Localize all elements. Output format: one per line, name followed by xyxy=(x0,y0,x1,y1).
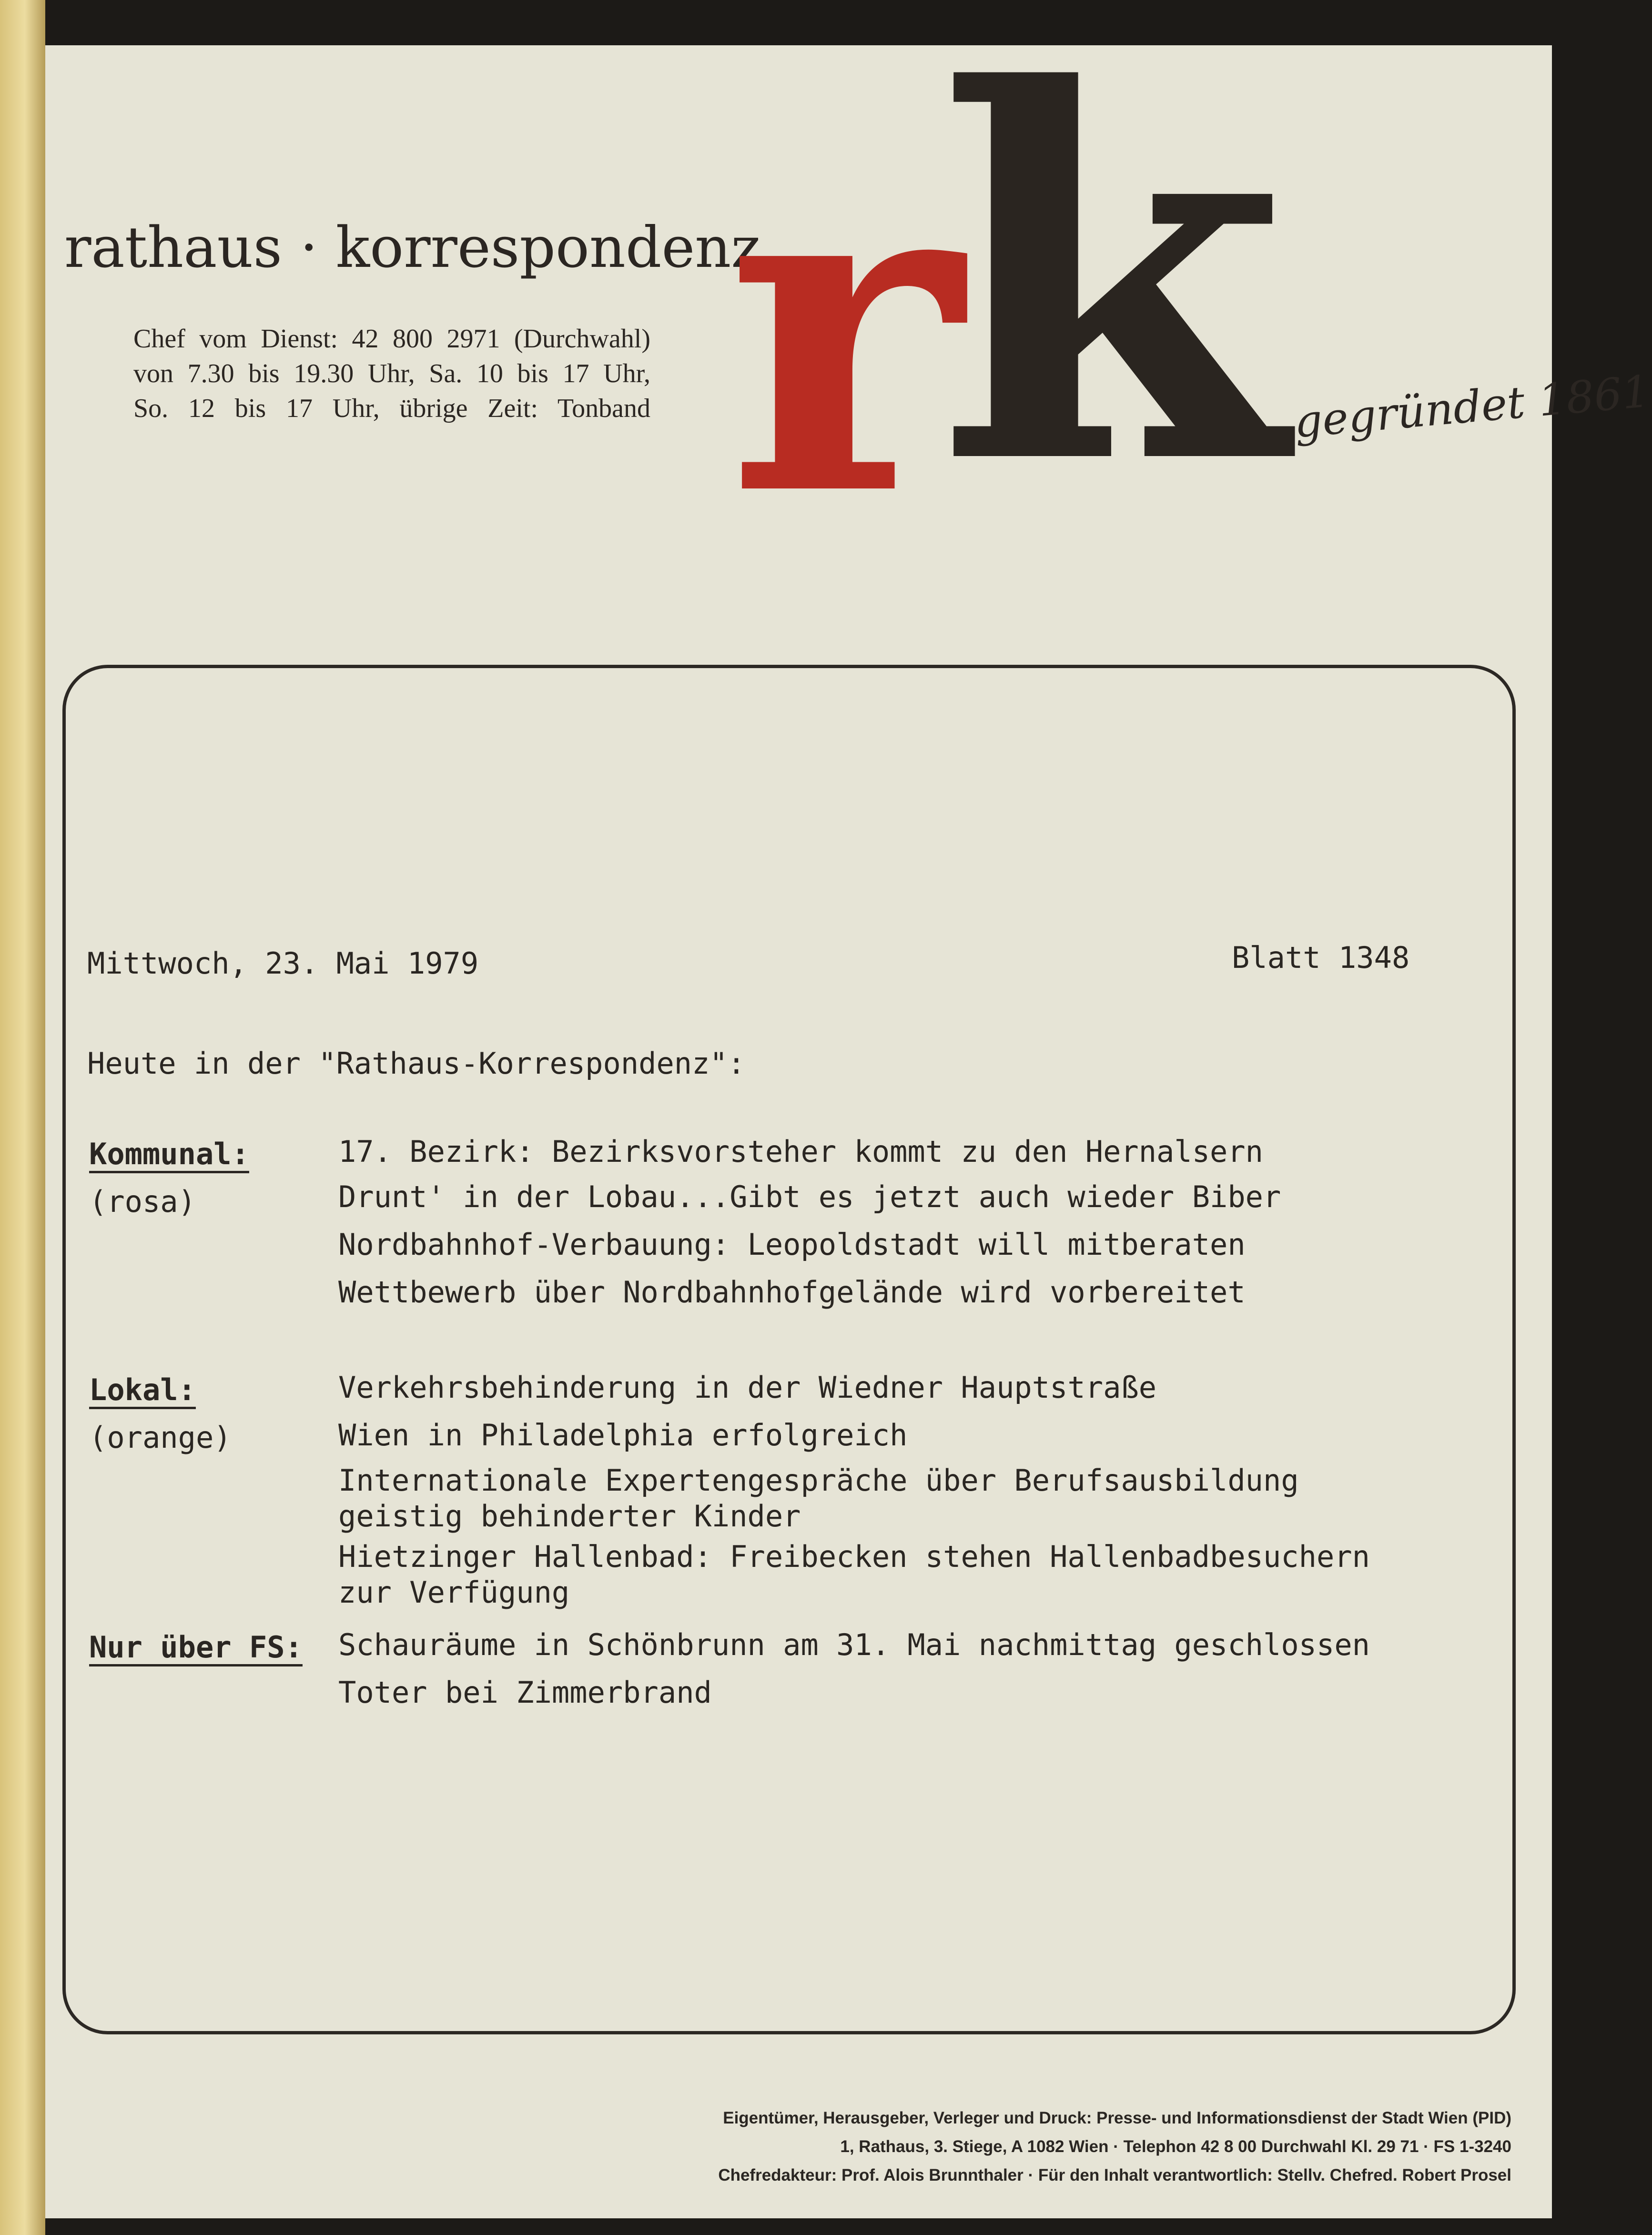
issue-date: Mittwoch, 23. Mai 1979 xyxy=(87,946,479,981)
list-item: zur Verfügung xyxy=(338,1575,570,1610)
section-note-kommunal: (rosa) xyxy=(89,1184,196,1219)
imprint-line-3: Chefredakteur: Prof. Alois Brunnthaler · Für den Inhalt verantwortlich: Stellv. Chefred. Robert Prosel xyxy=(718,2166,1511,2184)
list-item: Verkehrsbehinderung in der Wiedner Hauptstraße xyxy=(338,1370,1157,1405)
list-item: geistig behinderter Kinder xyxy=(338,1499,801,1534)
masthead-contact-info xyxy=(133,322,650,426)
content-frame xyxy=(62,665,1516,2034)
list-item: Nordbahnhof-Verbauung: Leopoldstadt will mitberaten xyxy=(338,1227,1246,1262)
founded-signature: gegründet 1861 xyxy=(1292,366,1652,448)
section-label-fs: Nur über FS: xyxy=(89,1630,303,1665)
list-item: Wettbewerb über Nordbahnhofgelände wird vorbereitet xyxy=(338,1275,1246,1310)
logo-k-letter: k xyxy=(936,0,1287,575)
document-page xyxy=(45,0,1652,2218)
list-item: Schauräume in Schönbrunn am 31. Mai nachmittag geschlossen xyxy=(338,1627,1370,1662)
section-label-kommunal: Kommunal: xyxy=(89,1137,249,1171)
contact-line-2: von 7.30 bis 19.30 Uhr, Sa. 10 bis 17 Uhr, xyxy=(133,359,650,388)
list-item: 17. Bezirk: Bezirksvorsteher kommt zu den Hernalsern xyxy=(338,1134,1264,1169)
section-label-lokal: Lokal: xyxy=(89,1372,196,1407)
list-item: Internationale Expertengespräche über Berufsausbildung xyxy=(338,1463,1299,1498)
contact-line-1: Chef vom Dienst: 42 800 2971 (Durchwahl) xyxy=(133,324,650,354)
list-item: Drunt' in der Lobau...Gibt es jetzt auch wieder Biber xyxy=(338,1179,1281,1214)
publisher-imprint xyxy=(718,2104,1511,2190)
list-item: Wien in Philadelphia erfolgreich xyxy=(338,1418,908,1453)
list-item: Hietzinger Hallenbad: Freibecken stehen Hallenbadbesuchern xyxy=(338,1539,1370,1574)
binding-edge xyxy=(0,0,45,2235)
logo-r-letter: r xyxy=(727,68,963,594)
imprint-line-1: Eigentümer, Herausgeber, Verleger und Druck: Presse- und Informationsdienst der Stadt Wien (PID) xyxy=(723,2109,1511,2127)
intro-line: Heute in der "Rathaus-Korrespondenz": xyxy=(87,1046,746,1081)
sheet-number: Blatt 1348 xyxy=(1232,940,1410,975)
contact-line-3: So. 12 bis 17 Uhr, übrige Zeit: Tonband xyxy=(133,394,650,423)
masthead-title: rathaus · korrespondenz xyxy=(64,214,761,280)
list-item: Toter bei Zimmerbrand xyxy=(338,1675,712,1710)
section-note-lokal: (orange) xyxy=(89,1420,232,1455)
imprint-line-2: 1, Rathaus, 3. Stiege, A 1082 Wien · Telephon 42 8 00 Durchwahl Kl. 29 71 · FS 1-3240 xyxy=(840,2137,1511,2156)
